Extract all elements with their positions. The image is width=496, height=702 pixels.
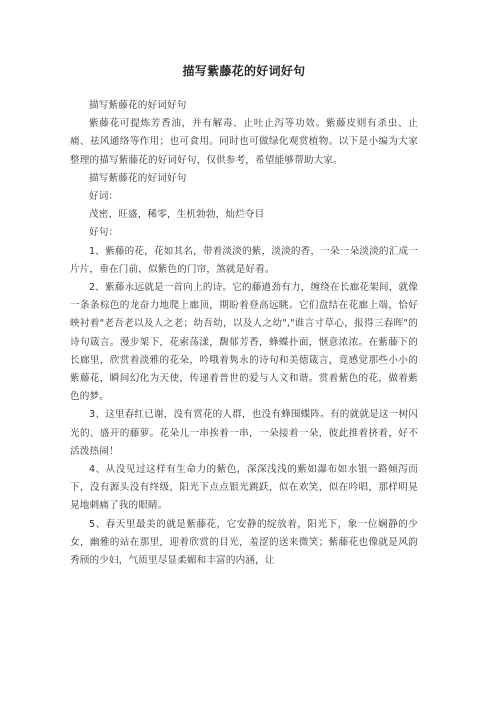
paragraph-good-sentences-label: 好句： xyxy=(89,227,119,239)
paragraph-sentence-3: 3、这里春红已谢，没有赏花的人群，也没有蜂围蝶阵。有的就就是这一树闪光的、盛开的藤萝。花朵儿一串挨着一串，一朵接着一朵，彼此推着挤着，好不活泼热闹！ xyxy=(70,409,418,457)
paragraph-sentence-5: 5、春天里最美的就是紫藤花，它安静的绽放着，阳光下，象一位娴静的少女，幽雅的站在那里，迎着欣赏的目光，羞涩的送来微笑；紫藤花也像就是风韵秀颀的少妇，气质里尽显柔媚和丰富的内涵，让 xyxy=(70,518,418,567)
paragraph-sentence-1: 1、紫藤的花，花如其名，带着淡淡的紫，淡淡的香，一朵一朵淡淡的汇成一片片，垂在门前，似紫色的门帘，煞就是好看。 xyxy=(70,245,418,275)
paragraph-intro: 紫藤花可提炼芳香油，并有解毒、止吐止泻等功效。紫藤皮则有杀虫、止痛、祛风通络等作用；也可食用。同时也可做绿化观赏植物。以下是小编为大家整理的描写紫藤花的好词好句，仅供参考，希望能够帮助大家。 xyxy=(70,118,418,166)
paragraph-good-words: 茂密，旺盛，稀零，生机勃勃，灿烂夺目 xyxy=(89,209,265,221)
paragraph-sentence-4: 4、从没见过这样有生命力的紫色，深深浅浅的紫如瀑布如水银一路倾泻而下，没有源头没有终级，阳光下点点银光跳跃，似在欢笑，似在吟唱，那样明晃晃地刺痛了我的眼睛。 xyxy=(70,464,418,512)
paragraph-section-heading: 描写紫藤花的好词好句 xyxy=(89,172,187,184)
paragraph-sentence-2: 2、紫藤永远就是一首向上的诗。它的藤遒劲有力，缠绕在长廊花架间，就像一条条棕色的龙奋力地爬上廊顶，期盼着登高远眺。它们盘结在花廊上端，恰好映衬着"老吾老以及人之老；幼吾幼，以及人之幼","谁言寸草心，报得三春晖"的诗句箴言。漫步架下，花索荡漾，馥郁芳香，蜂蝶扑面，惬意浓浓。在紫藤下的长廊里，欣赏着淡雅的花朵，吟哦着隽永的诗句和美德箴言，竟感觉那些小小的紫藤花，瞬间幻化为天使，传递着普世的爱与人文和谐。赏着紫色的花，做着紫色的梦。 xyxy=(70,282,418,403)
paragraph-good-words-label: 好词： xyxy=(89,191,119,203)
paragraph-subtitle: 描写紫藤花的好词好句 xyxy=(89,100,187,111)
document-title: 描写紫藤花的好词好句 xyxy=(182,64,306,78)
